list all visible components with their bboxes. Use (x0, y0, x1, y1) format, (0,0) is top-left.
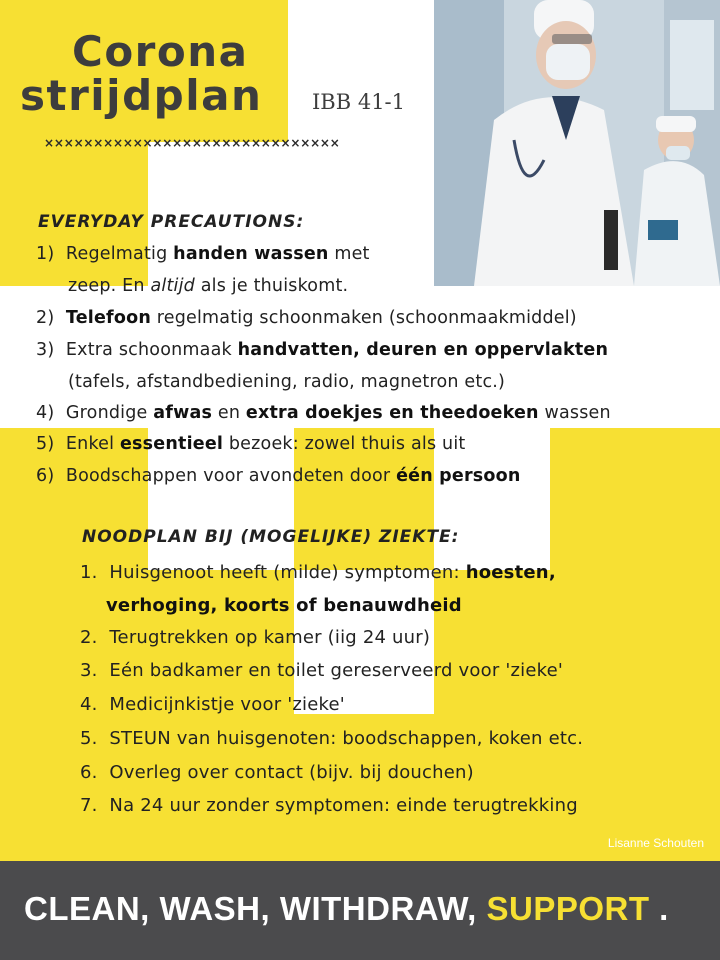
plan-item-5: 5. STEUN van huisgenoten: boodschappen, koken etc. (80, 728, 584, 749)
precaution-item-2: 2) Telefoon regelmatig schoonmaken (schoonmaakmiddel) (36, 308, 577, 328)
precaution-item-5: 5) Enkel essentieel bezoek: zowel thuis als uit (36, 434, 466, 454)
course-code: IBB 41-1 (312, 90, 406, 114)
background-shape (288, 0, 434, 142)
precaution-item-1-cont: zeep. En altijd als je thuiskomt. (68, 276, 349, 296)
plan-item-3: 3. Eén badkamer en toilet gereserveerd voor 'zieke' (80, 660, 564, 681)
precautions-heading: EVERYDAY PRECAUTIONS: (38, 212, 305, 232)
page-title (20, 27, 263, 120)
precaution-item-6: 6) Boodschappen voor avondeten door één persoon (36, 466, 521, 486)
precaution-item-1: 1) Regelmatig handen wassen met (36, 244, 370, 264)
title-line-2: strijdplan (20, 71, 263, 120)
precaution-item-3-cont: (tafels, afstandbediening, radio, magnetron etc.) (68, 372, 506, 392)
plan-item-1-cont: verhoging, koorts of benauwdheid (106, 595, 462, 616)
plan-item-2: 2. Terugtrekken op kamer (iig 24 uur) (80, 627, 431, 648)
plan-item-4: 4. Medicijnkistje voor 'zieke' (80, 694, 345, 715)
plan-heading: NOODPLAN BIJ (MOGELIJKE) ZIEKTE: (82, 527, 460, 547)
slogan: CLEAN, WASH, WITHDRAW, SUPPORT . (24, 890, 669, 927)
precaution-item-3: 3) Extra schoonmaak handvatten, deuren en oppervlakten (36, 340, 609, 360)
plan-item-6: 6. Overleg over contact (bijv. bij douchen) (80, 762, 474, 783)
precaution-item-4: 4) Grondige afwas en extra doekjes en theedoeken wassen (36, 403, 611, 423)
plan-item-1: 1. Huisgenoot heeft (milde) symptomen: hoesten, (80, 562, 556, 583)
title-line-1: Corona (72, 27, 249, 76)
plan-item-7: 7. Na 24 uur zonder symptomen: einde terugtrekking (80, 795, 578, 816)
cross-divider: ×××××××××××××××××××××××××××××× (44, 136, 340, 150)
doctors-photo (434, 0, 720, 286)
author-credit: Lisanne Schouten (607, 836, 704, 850)
